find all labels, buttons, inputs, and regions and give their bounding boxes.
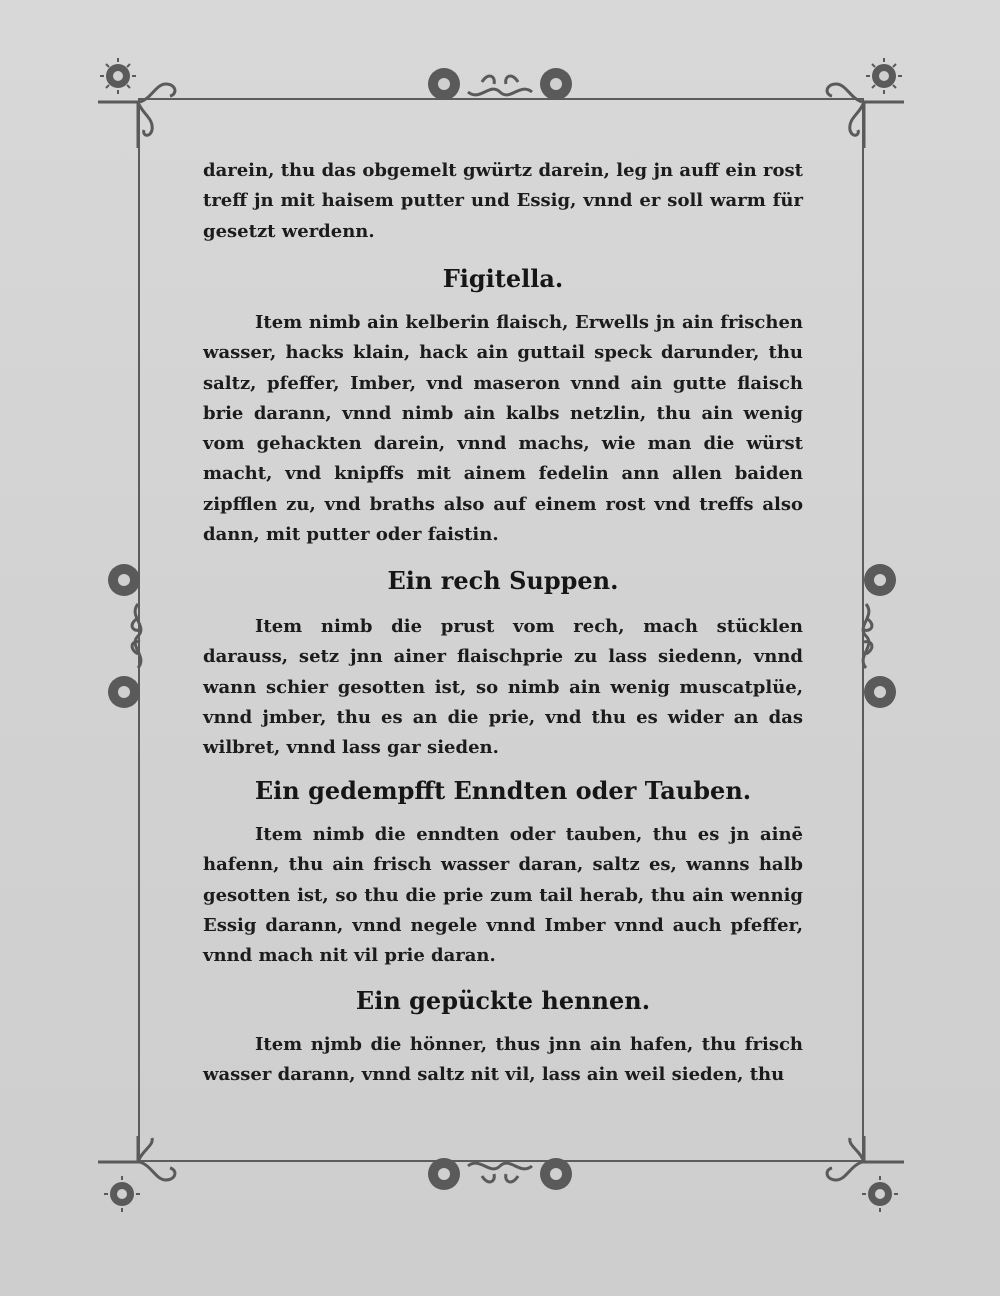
heading-gedempfft-enndten: Ein gedempfft Enndten oder Tauben. [254,776,752,805]
top-right-floral-corner-icon [796,48,906,158]
heading-rech-suppen: Ein rech Suppen. [387,566,619,595]
paragraph-rech-suppen: Item nimb die prust vom rech, mach stücklen darauss, setz jnn ainer flaischprie zu lass siedenn, vnnd wann schier gesotten ist, so nimb ain wenig muscatplüe, vnnd jmber, thu es an die prie, vnd thu es wider an das wilbret, vnnd lass gar sieden. [203,616,803,759]
right-side-floral-side-icon [856,556,902,716]
paragraph-gepueckte-hennen: Item njmb die hönner, thus jnn ain hafen, thu frisch wasser darann, vnnd saltz nit vil, lass ain weil sieden, thu [203,1034,803,1086]
heading-figitella: Figitella. [442,264,564,293]
top-center-floral-center-icon [420,62,580,108]
left-side-floral-side-icon [102,556,148,716]
bottom-left-floral-corner-icon [96,1134,206,1244]
paragraph-gedempfft-enndten: Item nimb die enndten oder tauben, thu es jn ainē hafenn, thu ain frisch wasser daran, saltz es, wanns halb gesotten ist, so thu die prie zum tail herab, thu ain wennig Essig darann, vnnd negele vnnd Imber vnnd auch pfeffer, vnnd mach nit vil prie daran. [203,824,803,967]
heading-gepueckte-hennen: Ein gepückte hennen. [355,986,651,1015]
top-left-floral-corner-icon [96,48,206,158]
paragraph-continuation: darein, thu das obgemelt gwürtz darein, leg jn auff ein rost treff jn mit haisem putter und Essig, vnnd er soll warm für gesetzt werdenn. [203,160,803,242]
bottom-center-floral-center-icon [420,1150,580,1196]
bottom-right-floral-corner-icon [796,1134,906,1244]
paragraph-figitella: Item nimb ain kelberin flaisch, Erwells jn ain frischen wasser, hacks klain, hack ain guttail speck darunder, thu saltz, pfeffer, Imber, vnd maseron vnnd ain gutte flaisch brie darann, vnnd nimb ain kalbs netzlin, thu ain wenig vom gehackten darein, vnnd machs, wie man die würst macht, vnd knipffs mit ainem fedelin ann allen baiden zipfflen zu, vnd braths also auf einem rost vnd treffs also dann, mit putter oder faistin. [203,312,803,546]
